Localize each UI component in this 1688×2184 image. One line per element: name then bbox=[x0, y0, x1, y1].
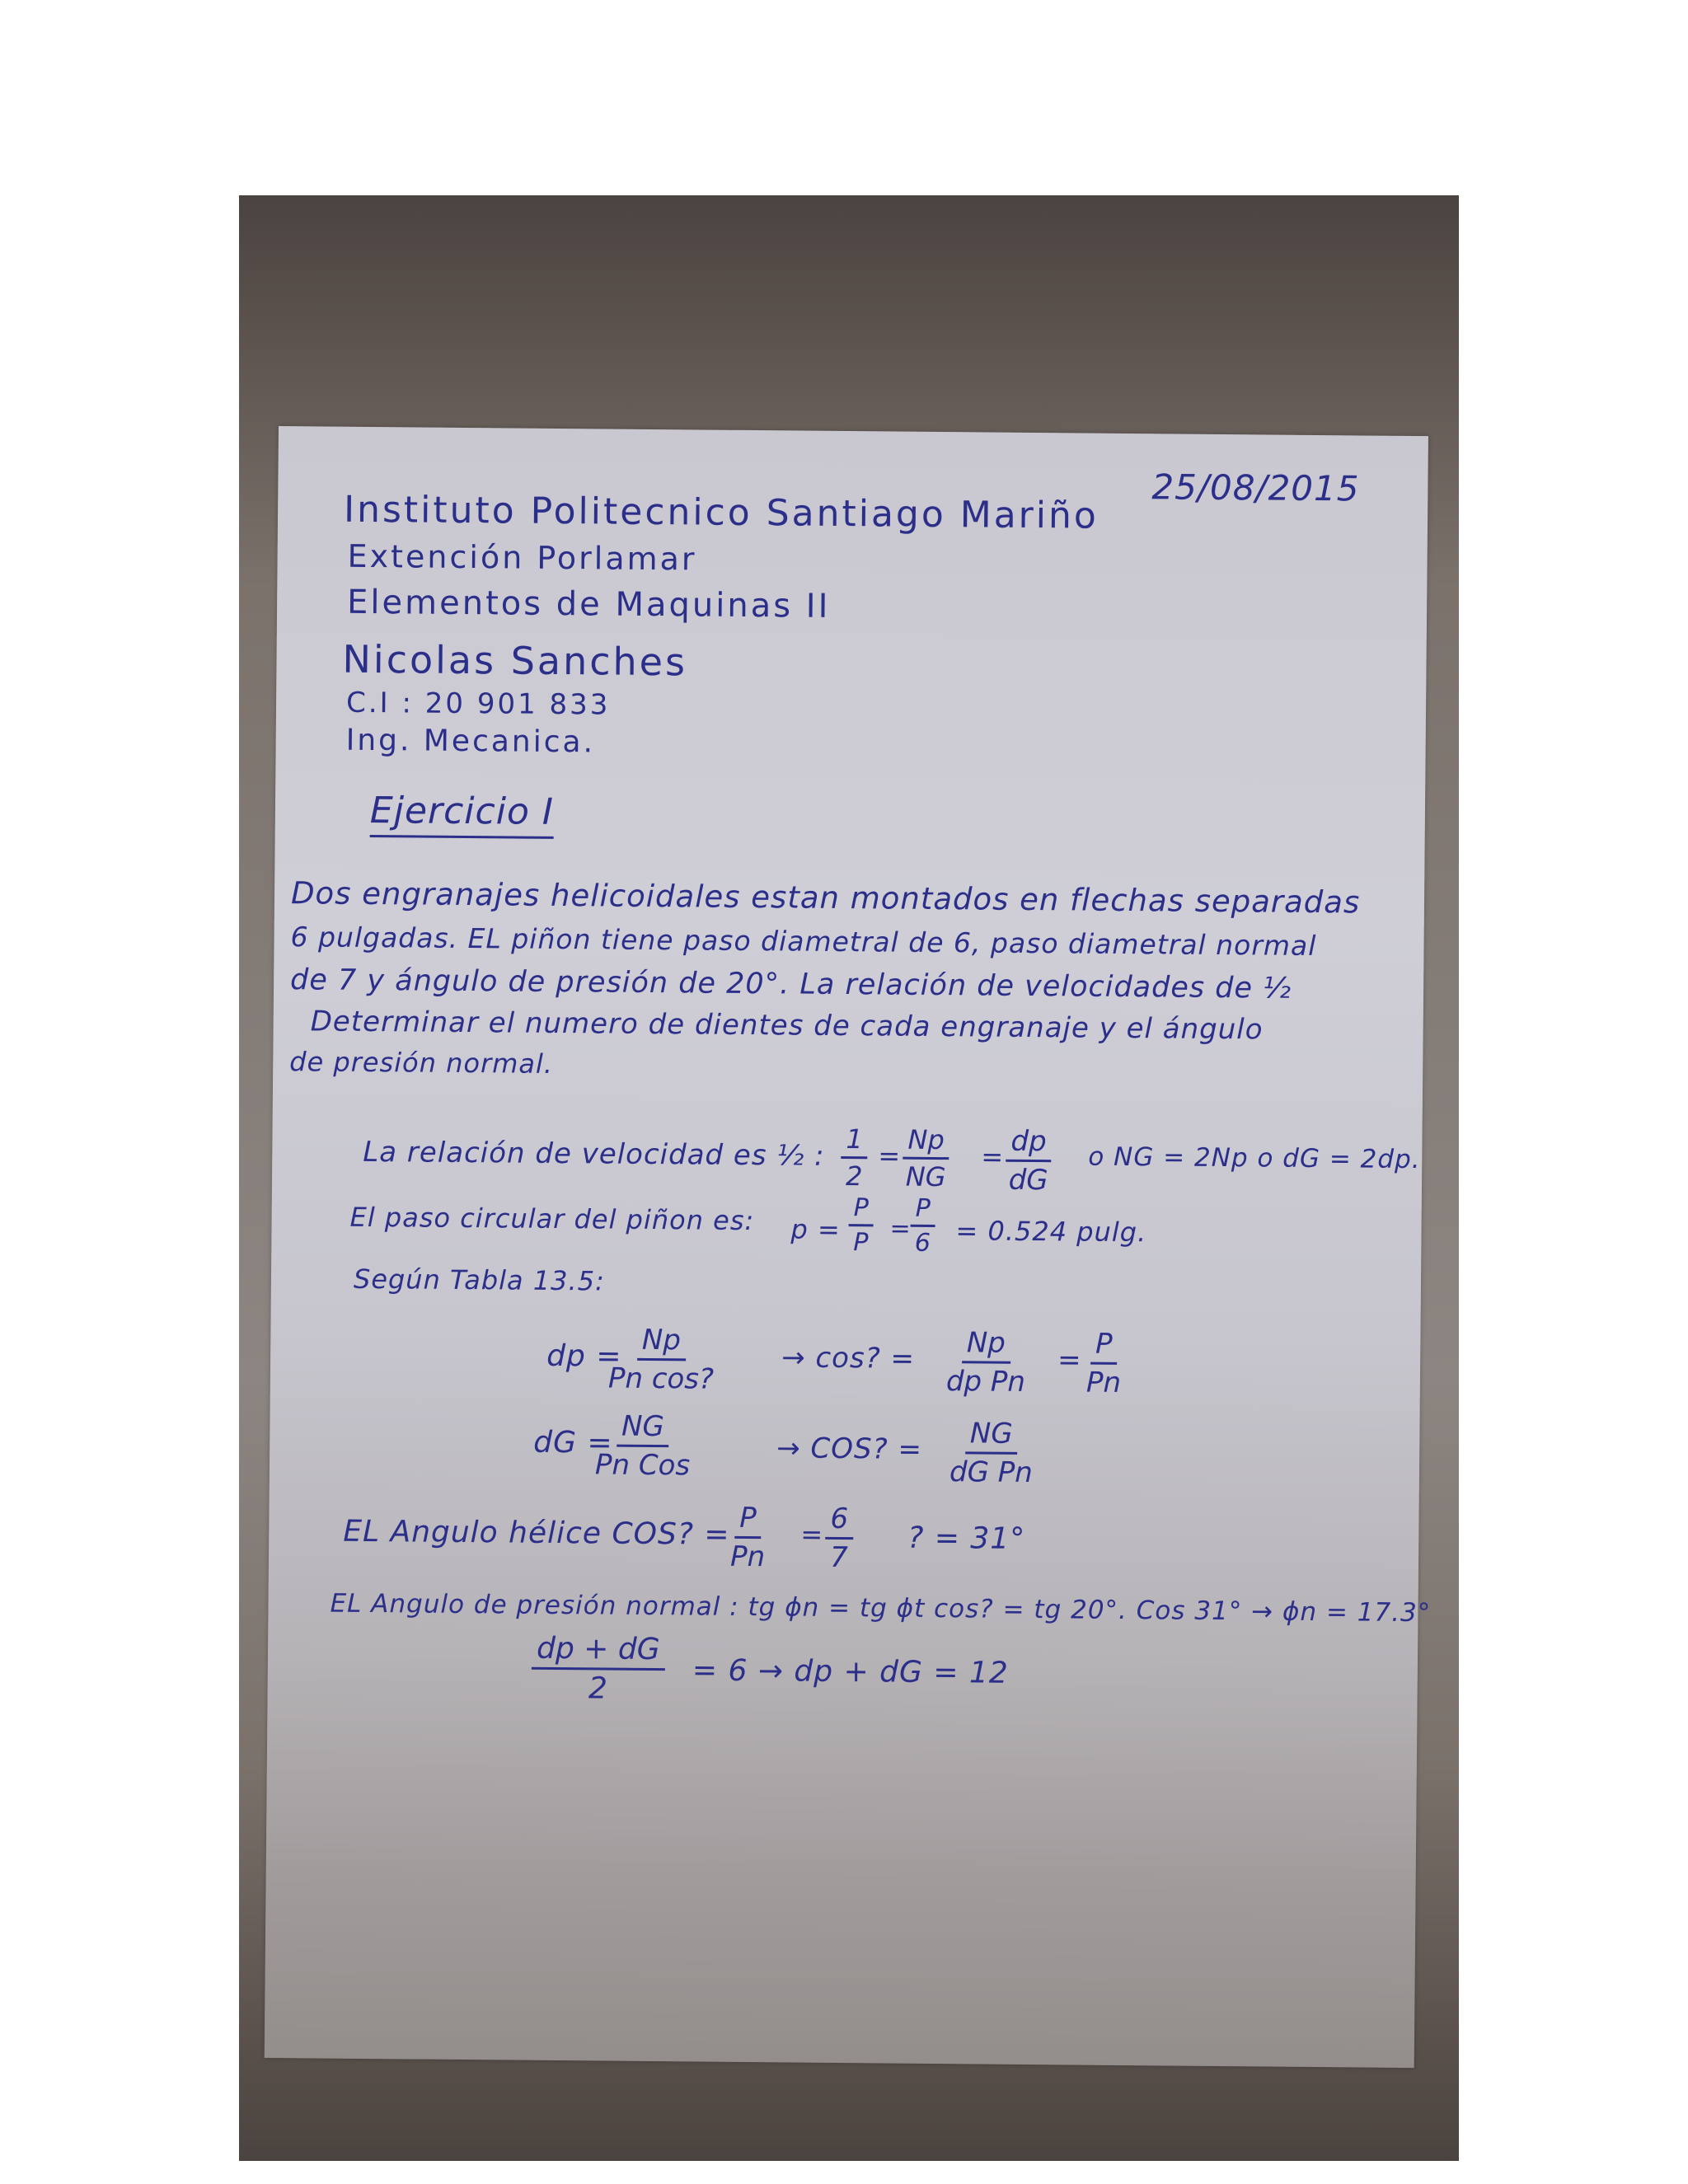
fraction-sum bbox=[531, 1632, 664, 1706]
career: Ing. Mecanica. bbox=[345, 723, 596, 760]
statement-line-4: Determinar el numero de dientes de cada engranaje y el ángulo bbox=[310, 1005, 1264, 1047]
fraction-denominator: NG bbox=[905, 1160, 946, 1193]
document-photo bbox=[239, 195, 1459, 2161]
fraction-denominator: 2 bbox=[845, 1160, 863, 1193]
date: 25/08/2015 bbox=[1151, 466, 1360, 509]
fraction-p-p bbox=[848, 1193, 874, 1257]
circular-pitch-text: El paso circular del piñon es: bbox=[349, 1201, 755, 1237]
equals-sign: = bbox=[889, 1214, 912, 1244]
fraction-numerator: NG bbox=[617, 1410, 669, 1448]
fraction-numerator: Np bbox=[962, 1326, 1010, 1364]
fraction-denominator: dG Pn bbox=[949, 1455, 1033, 1490]
velocity-ratio-text: La relación de velocidad es ½ : bbox=[363, 1135, 825, 1173]
dp-label: dp = bbox=[546, 1338, 622, 1374]
table-reference: Según Tabla 13.5: bbox=[353, 1263, 605, 1297]
extension: Extención Porlamar bbox=[347, 537, 697, 578]
fraction-numerator: NG bbox=[965, 1417, 1018, 1455]
statement-line-5: de presión normal. bbox=[289, 1046, 554, 1080]
student-ci: C.I : 20 901 833 bbox=[345, 686, 611, 722]
equals-sign: = bbox=[800, 1518, 824, 1550]
fraction-numerator: P bbox=[849, 1193, 874, 1226]
cos-arrow-1: → cos? = bbox=[781, 1341, 916, 1376]
statement-line-2: 6 pulgadas. EL piñon tiene paso diametral de 6, paso diametral normal bbox=[290, 921, 1317, 963]
handwritten-sheet bbox=[265, 426, 1432, 2068]
circular-pitch-value: = 0.524 pulg. bbox=[955, 1215, 1147, 1249]
fraction-numerator: 1 bbox=[841, 1123, 868, 1159]
helix-angle-result: ? = 31° bbox=[907, 1521, 1026, 1556]
fraction-numerator: dp + dG bbox=[532, 1632, 665, 1671]
fraction-one-half bbox=[841, 1123, 868, 1192]
fraction-np-ng bbox=[903, 1124, 950, 1193]
fraction-denominator: P bbox=[853, 1228, 869, 1258]
fraction-denominator: Pn bbox=[729, 1540, 766, 1574]
fraction-numerator: dp bbox=[1006, 1125, 1052, 1162]
exercise-title: Ejercicio I bbox=[370, 790, 554, 839]
fraction-denominator: 6 bbox=[914, 1228, 931, 1258]
fraction-numerator: Np bbox=[637, 1324, 686, 1361]
fraction-numerator: P bbox=[734, 1502, 762, 1539]
equals-sign: = bbox=[981, 1141, 1005, 1173]
fraction-6-7 bbox=[825, 1502, 853, 1574]
equals-sign: = bbox=[878, 1140, 902, 1172]
fraction-denominator: Pn bbox=[1085, 1366, 1122, 1399]
dg-label: dG = bbox=[533, 1425, 613, 1460]
fraction-denominator: 7 bbox=[829, 1540, 848, 1575]
fraction-p-pn bbox=[1086, 1328, 1122, 1399]
helix-angle-text: EL Angulo hélice COS? = bbox=[343, 1514, 730, 1552]
fraction-p-6 bbox=[910, 1194, 935, 1258]
fraction-dp-dg bbox=[1006, 1125, 1052, 1197]
fraction-denominator: Pn Cos bbox=[594, 1448, 691, 1483]
fraction-numerator: P bbox=[911, 1194, 935, 1227]
cos-arrow-2: → COS? = bbox=[776, 1432, 923, 1466]
equals-sign: = bbox=[1057, 1343, 1082, 1377]
fraction-numerator: 6 bbox=[825, 1502, 853, 1540]
statement-line-3: de 7 y ángulo de presión de 20°. La relación de velocidades de ½ bbox=[289, 963, 1292, 1005]
fraction-denominator: dp Pn bbox=[945, 1365, 1026, 1399]
circular-pitch-label: p = bbox=[790, 1213, 841, 1245]
fraction-p-pn-helix bbox=[730, 1502, 766, 1573]
center-distance-result: = 6 → dp + dG = 12 bbox=[692, 1653, 1009, 1690]
fraction-dp bbox=[608, 1324, 715, 1396]
student-name: Nicolas Sanches bbox=[342, 636, 688, 685]
fraction-ng-dgpn bbox=[950, 1417, 1034, 1489]
fraction-numerator: P bbox=[1090, 1328, 1118, 1365]
statement-line-1: Dos engranajes helicoidales estan montados en flechas separadas bbox=[290, 875, 1361, 921]
normal-pressure-angle: EL Angulo de presión normal : tg ϕn = tg ϕt cos? = tg 20°. Cos 31° → ϕn = 17.3° bbox=[330, 1588, 1432, 1629]
velocity-ratio-result: o NG = 2Np o dG = 2dp. bbox=[1088, 1141, 1421, 1175]
institution: Instituto Politecnico Santiago Mariño bbox=[343, 488, 1100, 537]
fraction-np-dppn bbox=[946, 1326, 1026, 1399]
fraction-numerator: Np bbox=[903, 1124, 950, 1160]
fraction-dg bbox=[595, 1409, 691, 1482]
course: Elementos de Maquinas II bbox=[346, 583, 831, 626]
fraction-denominator: dG bbox=[1008, 1163, 1048, 1197]
fraction-denominator: 2 bbox=[588, 1671, 608, 1706]
fraction-denominator: Pn cos? bbox=[607, 1361, 715, 1396]
